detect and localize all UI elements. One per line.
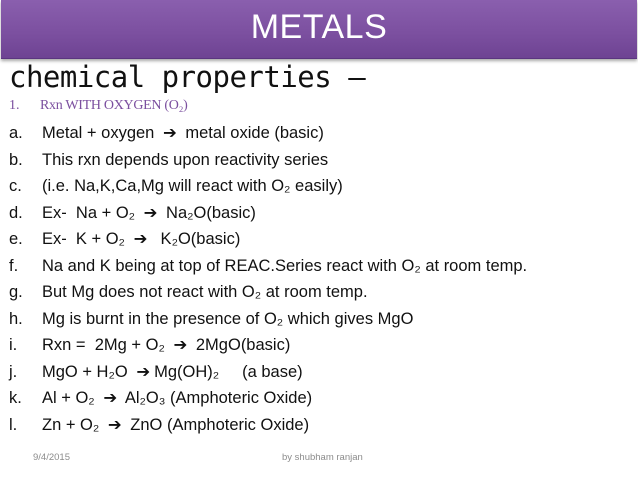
list-item-text: Al + O₂	[42, 389, 100, 407]
slide-subtitle: chemical properties –	[9, 60, 366, 94]
list-item-text: (i.e. Na,K,Ca,Mg will react with O₂ easily)	[42, 177, 343, 195]
list-item-letter: f.	[9, 256, 19, 275]
list-item-text: Mg is burnt in the presence of O₂ which gives MgO	[42, 309, 414, 328]
list-item-text: Rxn = 2Mg + O₂	[42, 336, 170, 354]
list-item-text: MgO + H₂O	[42, 362, 133, 381]
list-item	[9, 173, 527, 200]
footer-date: 9/4/2015	[33, 452, 70, 463]
list-item	[9, 412, 527, 439]
arrow-icon: ➔	[133, 230, 148, 248]
list-item-text: Ex- K + O₂	[42, 230, 130, 248]
list-item	[9, 200, 527, 227]
list-item-letter: l.	[9, 415, 18, 434]
item-text: Rxn WITH OXYGEN (O₂)	[40, 98, 188, 113]
list-item-letter: i.	[9, 336, 18, 354]
lettered-list	[9, 120, 527, 438]
list-item-letter: k.	[9, 389, 22, 407]
arrow-icon: ➔	[107, 415, 122, 434]
arrow-icon: ➔	[162, 124, 177, 142]
slide-title: METALS	[250, 8, 388, 46]
list-item-letter: c.	[9, 177, 22, 195]
list-item-text: Mg(OH)₂ (a base)	[154, 362, 303, 381]
numbered-item-1	[9, 98, 188, 114]
arrow-icon: ➔	[143, 203, 158, 222]
list-item-text: Al₂O₃ (Amphoteric Oxide)	[121, 389, 313, 407]
list-item	[9, 226, 527, 253]
list-item	[9, 306, 527, 333]
arrow-icon: ➔	[136, 362, 151, 381]
list-item	[9, 359, 527, 386]
list-item	[9, 279, 527, 306]
list-item-text: ZnO (Amphoteric Oxide)	[125, 415, 310, 434]
list-item	[9, 147, 527, 174]
list-item-text: Metal + oxygen	[42, 124, 159, 142]
list-item-text: Ex- Na + O₂	[42, 203, 140, 222]
list-item-letter: j.	[9, 362, 18, 381]
list-item-text: K₂O(basic)	[151, 230, 241, 248]
arrow-icon: ➔	[173, 336, 188, 354]
list-item	[9, 332, 527, 359]
list-item-letter: d.	[9, 203, 23, 222]
arrow-icon: ➔	[103, 389, 118, 407]
title-bar	[1, 0, 637, 59]
list-item-text: Na and K being at top of REAC.Series react with O₂ at room temp.	[42, 256, 528, 275]
list-item-letter: g.	[9, 283, 23, 301]
list-item-letter: e.	[9, 230, 23, 248]
list-item-text: This rxn depends upon reactivity series	[42, 150, 329, 169]
list-item-text: 2MgO(basic)	[191, 336, 291, 354]
item-number: 1.	[9, 98, 20, 113]
list-item-text: metal oxide (basic)	[180, 124, 324, 142]
footer-author: by shubham ranjan	[282, 452, 363, 463]
list-item-text: But Mg does not react with O₂ at room temp.	[42, 283, 368, 301]
list-item-letter: h.	[9, 309, 23, 328]
list-item-letter: b.	[9, 150, 23, 169]
list-item-text: Na₂O(basic)	[161, 203, 256, 222]
list-item	[9, 385, 527, 412]
list-item	[9, 120, 527, 147]
list-item-text: Zn + O₂	[42, 415, 104, 434]
list-item	[9, 253, 527, 280]
list-item-letter: a.	[9, 124, 23, 142]
